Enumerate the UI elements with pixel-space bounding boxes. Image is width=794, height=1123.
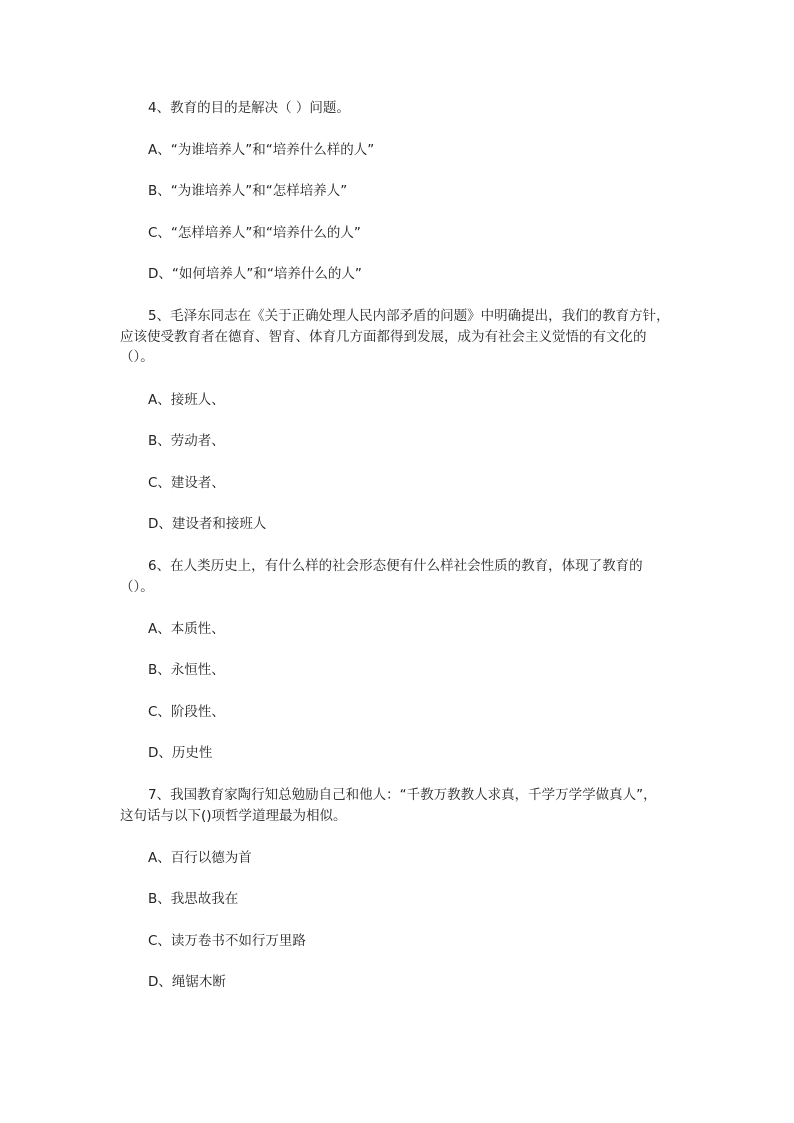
question-6-option-b: B、永恒性、 [148, 662, 225, 678]
question-5-option-c: C、建设者、 [148, 475, 225, 491]
question-7-stem-line-1: 7、我国教育家陶行知总勉励自己和他人：“千教万教教人求真，千学万学学做真人”， [148, 787, 657, 803]
question-7-option-d: D、绳锯木断 [148, 974, 226, 990]
question-7-stem-line-2: 这句话与以下()项哲学道理最为相似。 [120, 808, 347, 824]
question-7-option-a: A、百行以德为首 [148, 850, 252, 866]
question-6-option-d: D、历史性 [148, 745, 213, 761]
question-6-option-a: A、本质性、 [148, 621, 225, 637]
question-5-stem-line-3: （）。 [120, 349, 154, 365]
question-5-option-d: D、建设者和接班人 [148, 516, 267, 532]
question-6-stem-line-2: （）。 [120, 579, 154, 595]
question-7-option-c: C、读万卷书不如行万里路 [148, 933, 306, 949]
question-6-stem-line-1: 6、在人类历史上，有什么样的社会形态便有什么样社会性质的教育，体现了教育的 [148, 558, 643, 574]
question-5-option-b: B、劳动者、 [148, 433, 225, 449]
question-4-option-d: D、“如何培养人”和“培养什么的人” [148, 266, 362, 282]
question-5-stem-line-2: 应该使受教育者在德育、智育、体育几方面都得到发展，成为有社会主义觉悟的有文化的 [120, 329, 647, 345]
question-4-stem-line-1: 4、教育的目的是解决（ ）问题。 [148, 100, 350, 116]
question-7-option-b: B、我思故我在 [148, 891, 239, 907]
question-4-option-a: A、“为谁培养人”和“培养什么样的人” [148, 142, 375, 158]
question-6-option-c: C、阶段性、 [148, 704, 225, 720]
question-4-option-c: C、“怎样培养人”和“培养什么的人” [148, 225, 361, 241]
question-4-option-b: B、“为谁培养人”和“怎样培养人” [148, 183, 348, 199]
question-5-stem-line-1: 5、毛泽东同志在《关于正确处理人民内部矛盾的问题》中明确提出，我们的教育方针， [148, 308, 670, 324]
question-5-option-a: A、接班人、 [148, 392, 225, 408]
